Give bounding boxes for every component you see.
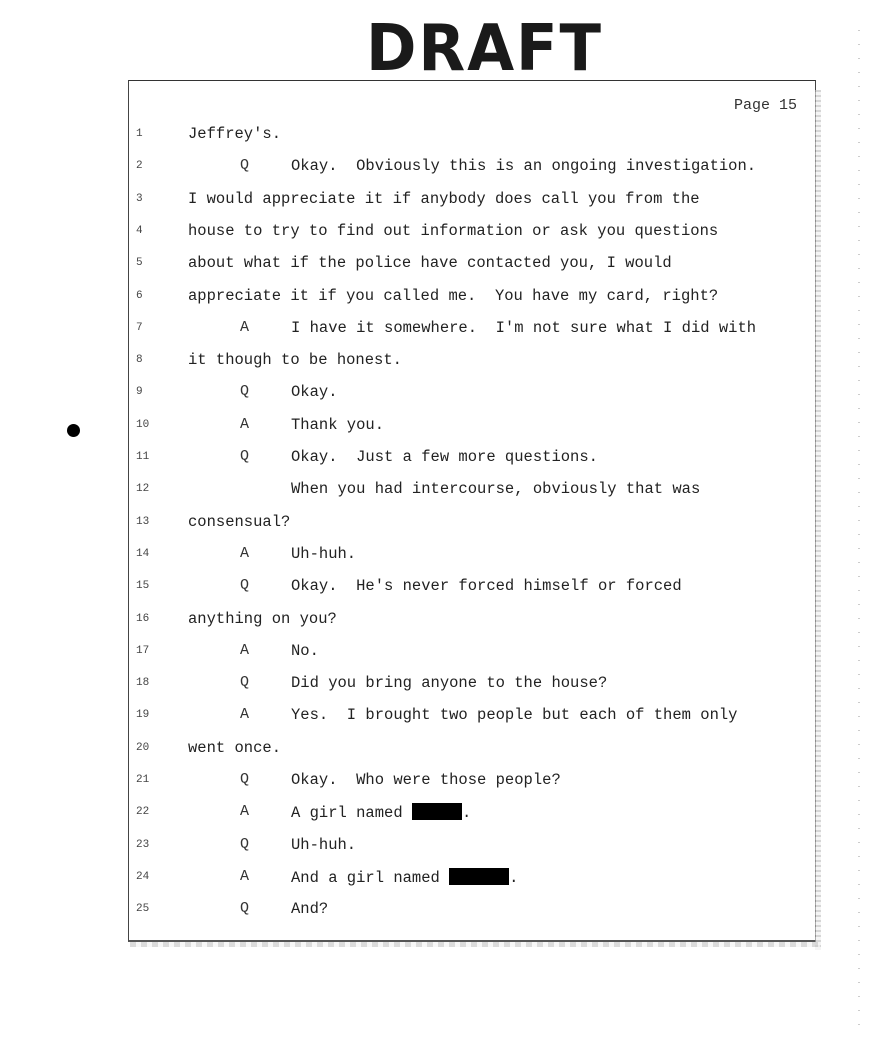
line-number: 7: [136, 321, 143, 334]
line-text-content: Thank you.: [291, 415, 385, 434]
line-text: [291, 577, 682, 595]
redaction-bar: [449, 868, 509, 885]
line-text-content: Did you bring anyone to the house?: [291, 674, 608, 693]
transcript-line: [0, 866, 882, 894]
line-number: 17: [136, 644, 150, 657]
line-text: [291, 383, 338, 401]
line-text-content: consensual?: [188, 512, 291, 531]
speaker-label: Q: [240, 900, 250, 918]
line-text-content: anything on you?: [188, 609, 337, 628]
line-number: 8: [136, 354, 143, 367]
transcript-line: [0, 608, 882, 636]
transcript-line: [0, 252, 882, 280]
line-text: [291, 771, 561, 789]
line-text-content: Okay. He's never forced himself or forced: [291, 577, 682, 596]
transcript-line: [0, 285, 882, 313]
line-number: 13: [136, 515, 150, 528]
line-text: [188, 351, 402, 369]
speaker-label: Q: [240, 771, 250, 788]
line-text-content: house to try to find out information or ask you questions: [188, 221, 719, 240]
line-text-content: No.: [291, 641, 319, 660]
line-text-content: Uh-huh.: [291, 835, 357, 854]
line-text: [188, 610, 337, 628]
line-number: 19: [136, 709, 150, 722]
frame-bottom-texture: [130, 942, 820, 947]
transcript-line: [0, 188, 882, 216]
transcript-line: [0, 220, 882, 248]
line-text: [291, 836, 356, 854]
line-text-content: A girl named: [291, 804, 403, 823]
line-text: [291, 674, 607, 692]
line-number: 14: [136, 547, 150, 560]
line-text-content: Okay. Who were those people?: [291, 771, 561, 789]
speaker-label: Q: [240, 383, 250, 401]
line-text-content: Okay.: [291, 383, 338, 402]
line-number: 15: [136, 580, 150, 593]
line-text: [291, 416, 384, 434]
line-text-content: appreciate it if you called me. You have my card, right?: [188, 286, 719, 305]
transcript-line: [0, 834, 882, 862]
speaker-label: Q: [240, 835, 250, 853]
redaction-bar: [412, 803, 462, 820]
speaker-label: A: [240, 415, 250, 433]
line-number: 12: [136, 483, 150, 496]
line-text: [188, 739, 281, 757]
transcript-line: [0, 381, 882, 409]
line-text: [291, 900, 328, 918]
line-text-content: Jeffrey's.: [188, 125, 282, 143]
line-text: [291, 803, 471, 822]
line-number: 3: [136, 192, 143, 205]
line-text-content: Yes. I brought two people but each of them only: [291, 706, 738, 725]
line-text-content: Okay. Obviously this is an ongoing investigation.: [291, 157, 757, 176]
line-text-content: it though to be honest.: [188, 351, 402, 370]
line-text-content: Uh-huh.: [291, 544, 357, 563]
draft-stamp: DRAFT: [366, 12, 603, 86]
line-text-content: about what if the police have contacted you, I would: [188, 254, 672, 273]
line-text: [188, 287, 718, 305]
transcript-line: [0, 317, 882, 345]
transcript-line: [0, 414, 882, 442]
line-text-content: And a girl named: [291, 868, 440, 887]
line-number: 10: [136, 418, 150, 431]
transcript-line: [0, 478, 882, 506]
transcript-line: [0, 511, 882, 539]
transcript-line: [0, 155, 882, 183]
transcript-line: [0, 123, 882, 151]
line-text: [188, 254, 672, 272]
transcript-line: [0, 446, 882, 474]
transcript-line: [0, 898, 882, 926]
line-number: 23: [136, 838, 150, 851]
speaker-label: Q: [240, 674, 250, 692]
line-text: [188, 125, 281, 143]
transcript-line: [0, 575, 882, 603]
line-text-content: When you had intercourse, obviously that was: [291, 480, 701, 499]
page-number-label: Page 15: [734, 97, 798, 114]
line-text: [291, 157, 756, 175]
line-number: 18: [136, 677, 150, 690]
line-number: 11: [136, 451, 150, 463]
line-text: [188, 513, 290, 531]
line-number: 25: [136, 903, 150, 916]
speaker-label: Q: [240, 157, 250, 175]
speaker-label: A: [240, 706, 250, 724]
line-text: [291, 480, 700, 498]
line-text: [291, 319, 756, 337]
line-number: 16: [136, 612, 150, 625]
line-text: [291, 706, 737, 724]
line-text: [291, 448, 598, 466]
line-text-suffix: .: [509, 868, 519, 887]
speaker-label: A: [240, 318, 250, 336]
line-text: [291, 545, 356, 563]
transcript-line: [0, 349, 882, 377]
line-number: 21: [136, 774, 150, 786]
transcript-line: [0, 704, 882, 732]
line-text-content: I would appreciate it if anybody does call you from the: [188, 189, 700, 208]
line-text-content: And?: [291, 900, 329, 919]
line-text-suffix: .: [461, 804, 472, 823]
line-text-content: went once.: [188, 738, 282, 757]
speaker-label: A: [240, 867, 250, 885]
line-text-content: I have it somewhere. I'm not sure what I did with: [291, 318, 757, 337]
transcript-line: [0, 801, 882, 829]
speaker-label: A: [240, 803, 250, 821]
line-text: [291, 642, 319, 660]
line-text-content: Okay. Just a few more questions.: [291, 448, 598, 466]
line-text: [188, 222, 718, 240]
speaker-label: A: [240, 641, 250, 659]
speaker-label: Q: [240, 577, 250, 595]
line-number: 2: [136, 160, 143, 173]
line-number: 4: [136, 224, 143, 237]
transcript-line: [0, 672, 882, 700]
line-text: [188, 190, 700, 208]
speaker-label: Q: [240, 448, 250, 465]
line-number: 20: [136, 741, 150, 754]
line-number: 6: [136, 289, 143, 302]
line-number: 24: [136, 870, 150, 883]
transcript-line: [0, 769, 882, 797]
speaker-label: A: [240, 544, 250, 562]
line-number: 1: [136, 128, 143, 140]
transcript-line: [0, 737, 882, 765]
line-number: 5: [136, 257, 143, 270]
line-number: 22: [136, 806, 150, 819]
transcript-line: [0, 543, 882, 571]
line-text: [291, 868, 518, 887]
line-number: 9: [136, 386, 143, 399]
transcript-line: [0, 640, 882, 668]
